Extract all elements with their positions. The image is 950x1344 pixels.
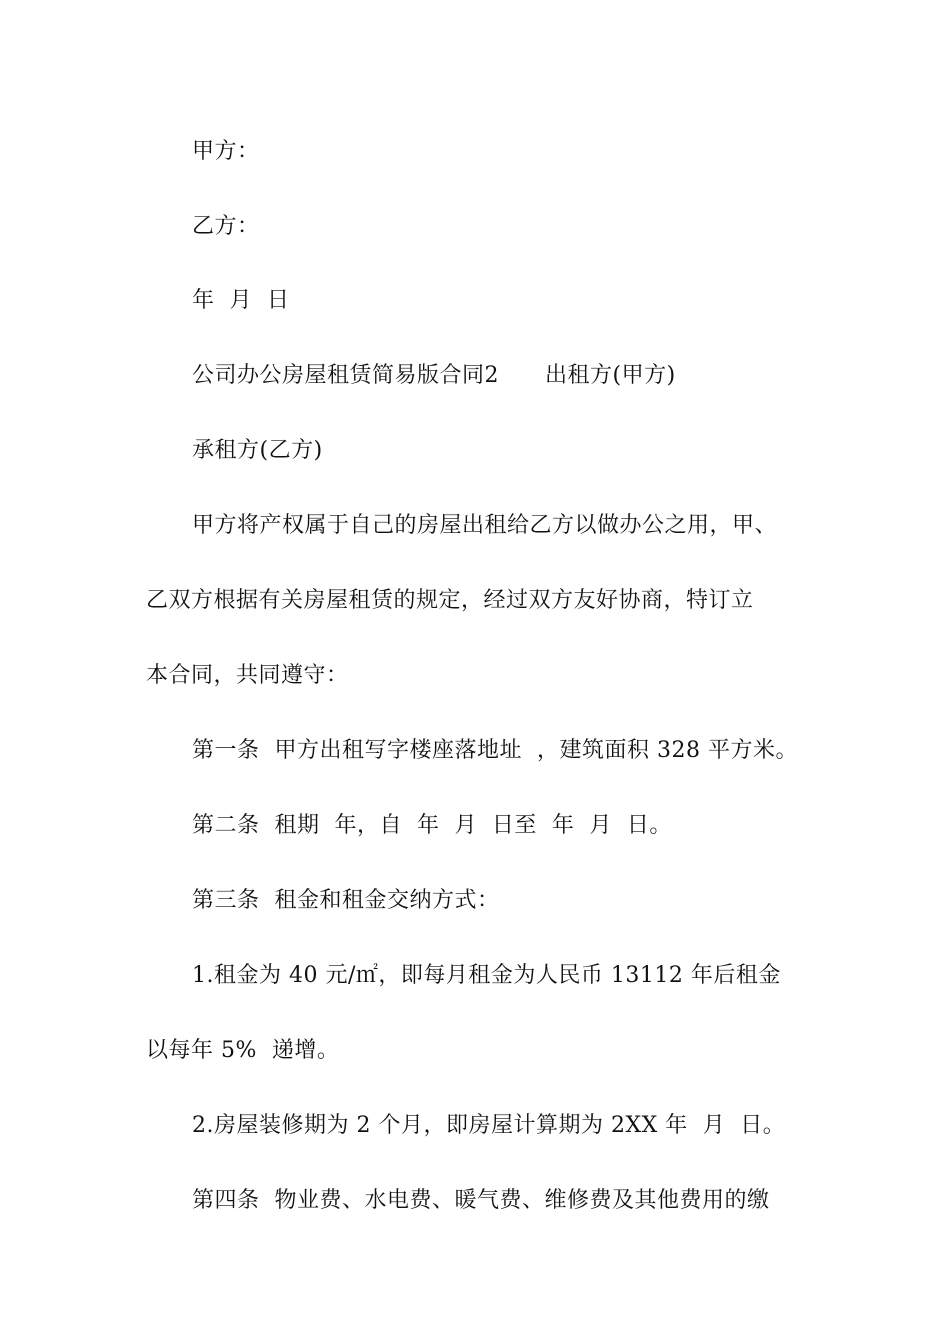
clause-2: 2.房屋装修期为 2 个月，即房屋计算期为 2XX 年 月 日。 (192, 1113, 786, 1138)
party-b-line: 乙方： (192, 214, 260, 239)
date-text: 年 月 日 (192, 288, 290, 313)
clause-1: 1.租金为 40 元/㎡，即每月租金为人民币 13112 年后租金 (192, 963, 781, 988)
article-3: 第三条 租金和租金交纳方式： (192, 888, 500, 913)
party-a-line: 甲方： (192, 139, 260, 164)
paragraph-line: 乙双方根据有关房屋租赁的规定，经过双方友好协商，特订立 (146, 588, 754, 613)
paragraph-line: 甲方将产权属于自己的房屋出租给乙方以做办公之用，甲、 (192, 513, 778, 538)
article-2: 第二条 租期 年，自 年 月 日至 年 月 日。 (192, 813, 672, 838)
contract-title-line (192, 361, 676, 391)
article-1: 第一条 甲方出租写字楼座落地址 ，建筑面积 328 平方米。 (192, 738, 798, 763)
lessee-label: 承租方(乙方) (192, 438, 323, 463)
date-line (192, 286, 289, 316)
clause-1-continued: 以每年 5% 递增。 (146, 1038, 340, 1063)
article-4: 第四条 物业费、水电费、暖气费、维修费及其他费用的缴 (192, 1188, 770, 1213)
contract-title: 公司办公房屋租赁简易版合同2 (192, 363, 499, 388)
paragraph-line: 本合同，共同遵守： (146, 663, 349, 688)
lessor-label: 出租方(甲方) (545, 363, 676, 388)
